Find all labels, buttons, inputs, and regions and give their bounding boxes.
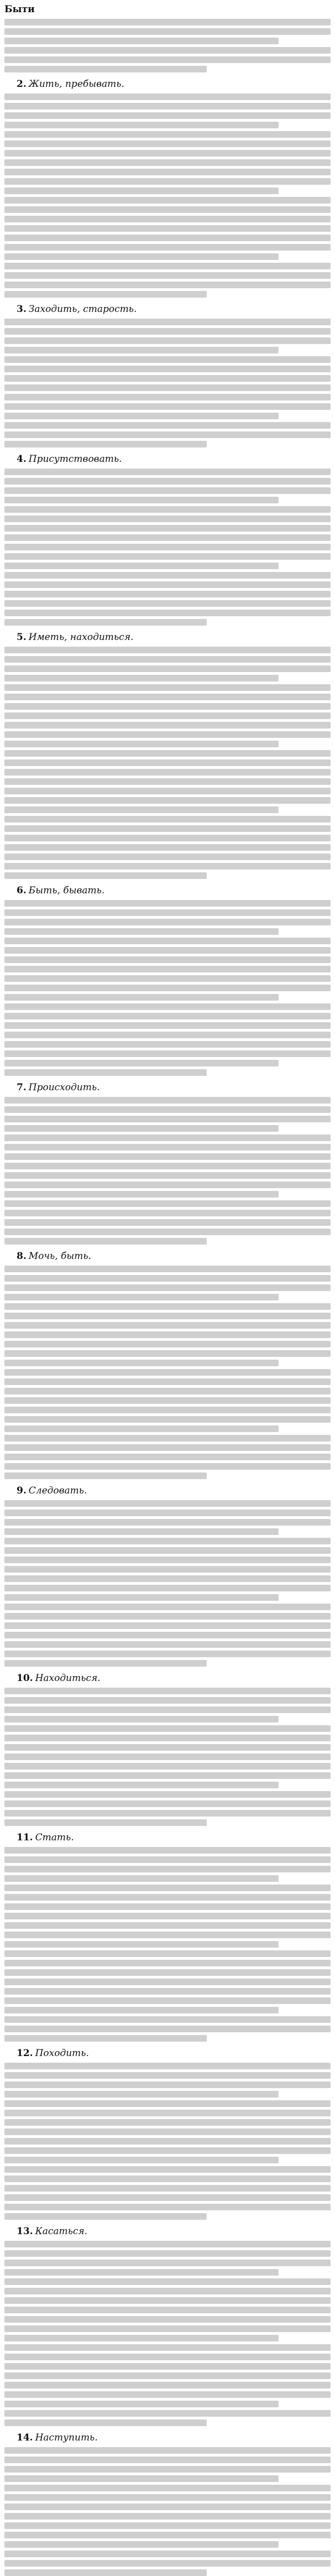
sense-7 xyxy=(4,1081,331,1245)
sense-3 xyxy=(4,303,331,447)
sense-number: 13. xyxy=(17,2226,33,2237)
sense-text-illegible xyxy=(4,1847,331,2042)
sense-lemma: Присутствовать. xyxy=(28,454,122,465)
sense-lemma: Походить. xyxy=(35,2048,89,2059)
sense-text-illegible xyxy=(4,900,331,1076)
sense-number: 2. xyxy=(17,79,27,90)
sense-text-illegible xyxy=(4,319,331,447)
sense-10 xyxy=(4,1672,331,1826)
sense-number: 4. xyxy=(17,454,27,465)
sense-number: 3. xyxy=(17,304,27,315)
sense-text-illegible xyxy=(4,1266,331,1479)
sense-lemma: Мочь, быть. xyxy=(28,1251,92,1262)
sense-lemma: Наступить. xyxy=(35,2432,98,2443)
sense-text-illegible xyxy=(4,2241,331,2426)
sense-number: 12. xyxy=(17,2048,33,2059)
sense-text-illegible xyxy=(4,93,331,298)
sense-text-illegible xyxy=(4,1688,331,1826)
sense-number: 10. xyxy=(17,1673,33,1684)
sense-8 xyxy=(4,1250,331,1479)
entry-header xyxy=(4,3,331,72)
sense-number: 7. xyxy=(17,1082,27,1093)
sense-text-illegible xyxy=(4,469,331,626)
sense-number: 11. xyxy=(17,1832,33,1843)
sense-text-illegible xyxy=(4,1500,331,1667)
sense-2 xyxy=(4,78,331,298)
sense-lemma: Быть, бывать. xyxy=(28,885,105,896)
sense-number: 5. xyxy=(17,632,27,643)
sense-13 xyxy=(4,2225,331,2426)
sense-lemma: Следовать. xyxy=(28,1485,87,1496)
sense-number: 9. xyxy=(17,1485,27,1496)
sense-5 xyxy=(4,631,331,879)
sense-lemma: Находиться. xyxy=(35,1673,101,1684)
sense-text-illegible xyxy=(4,2447,331,2576)
sense-number: 8. xyxy=(17,1251,27,1262)
sense-12 xyxy=(4,2047,331,2220)
entry-body-illegible xyxy=(4,19,331,72)
sense-text-illegible xyxy=(4,647,331,879)
sense-lemma: Заходить, старость. xyxy=(28,304,137,315)
sense-lemma: Происходить. xyxy=(28,1082,100,1093)
sense-11 xyxy=(4,1831,331,2042)
entry-headword: Быти xyxy=(4,4,35,15)
sense-lemma: Стать. xyxy=(35,1832,74,1843)
sense-lemma: Иметь, находиться. xyxy=(28,632,134,643)
sense-14 xyxy=(4,2432,331,2576)
sense-4 xyxy=(4,453,331,626)
sense-text-illegible xyxy=(4,1097,331,1245)
sense-lemma: Жить, пребывать. xyxy=(28,79,124,90)
sense-number: 14. xyxy=(17,2432,33,2443)
sense-list xyxy=(4,78,331,2576)
sense-6 xyxy=(4,884,331,1076)
sense-lemma: Касаться. xyxy=(35,2226,88,2237)
sense-text-illegible xyxy=(4,2063,331,2220)
sense-number: 6. xyxy=(17,885,27,896)
sense-9 xyxy=(4,1485,331,1667)
